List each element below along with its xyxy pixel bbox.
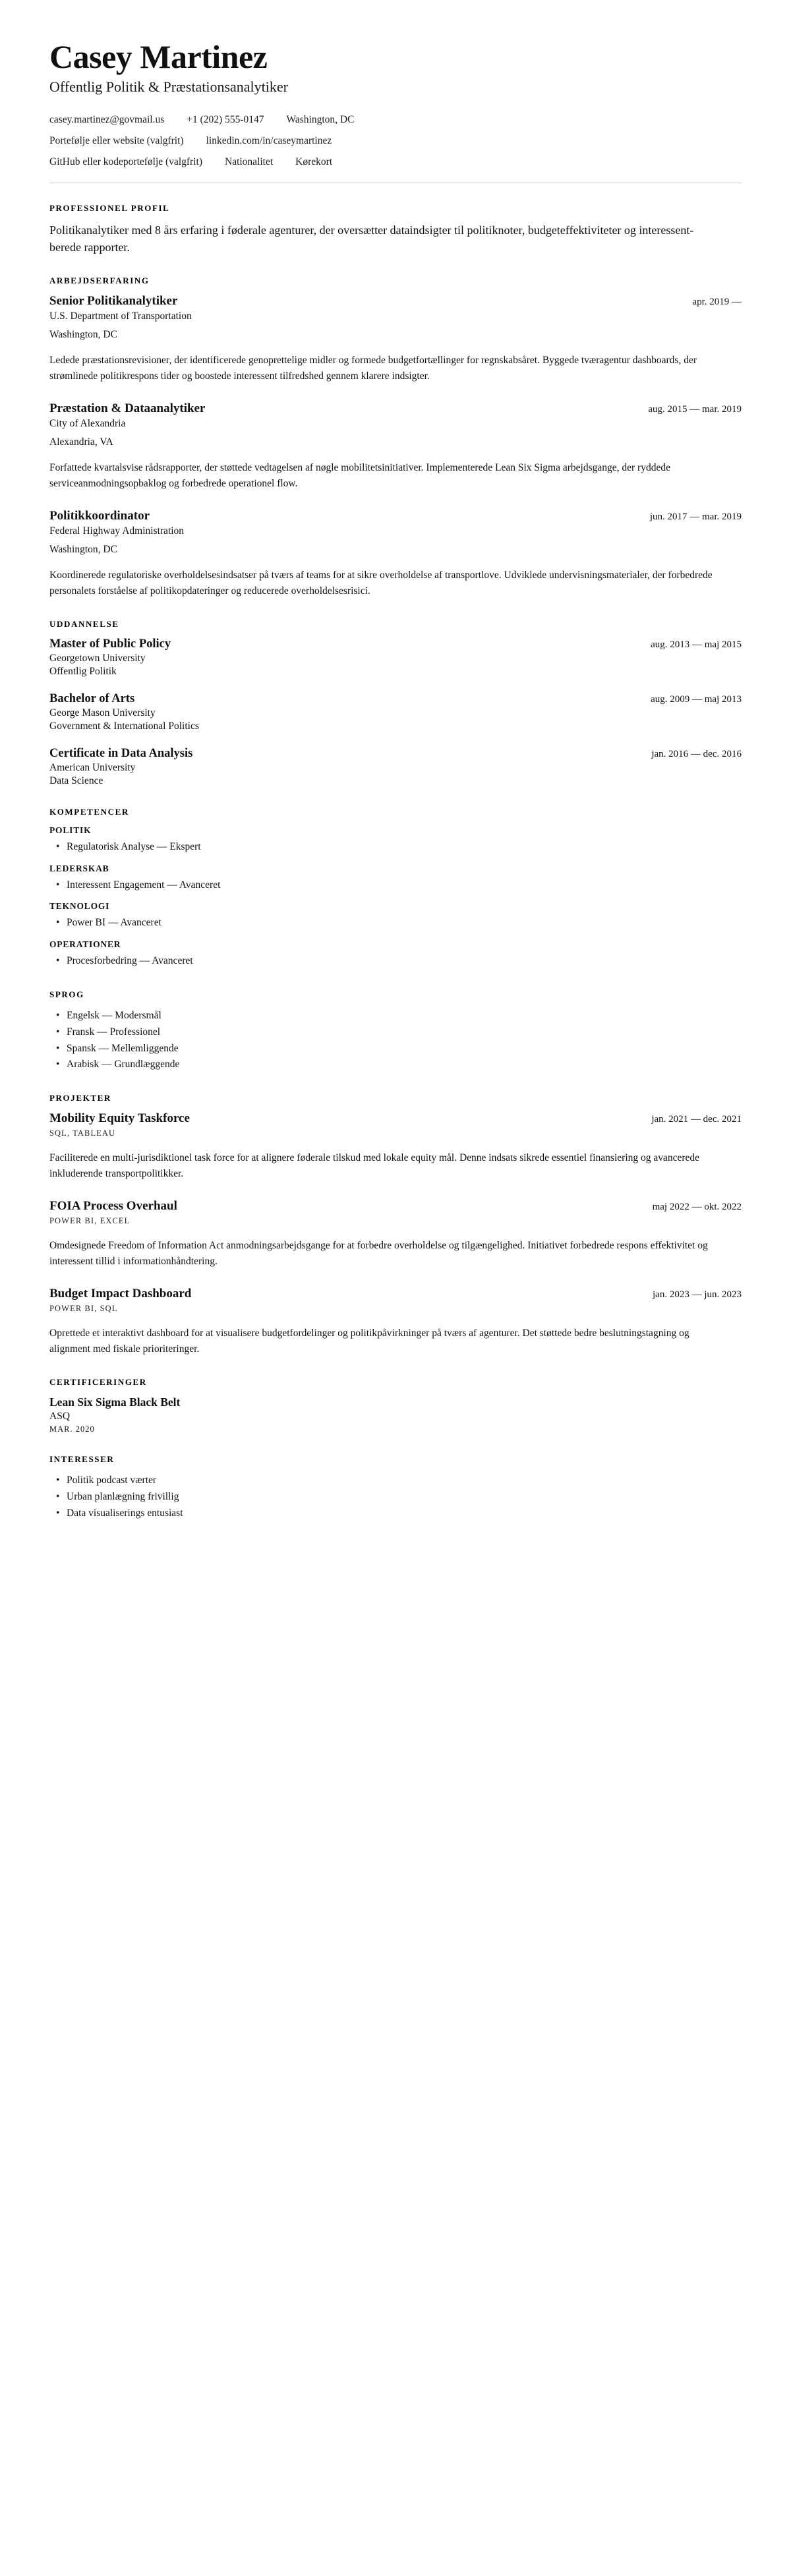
skill-group <box>49 939 742 970</box>
experience-description: Ledede præstationsrevisioner, der identificerede genoprettelige midler og formede budgetfortællinger for regnskabsåret. Byggede tværagentur dashboards, der strømlinede politikrespons tider og boostede interessent tilfredshed gennem klarere indsigter. <box>49 354 697 382</box>
education-dates: aug. 2013 — maj 2015 <box>651 639 742 650</box>
list-item: • Procesforbedring — Avanceret <box>67 953 742 970</box>
project-entry-head <box>49 1287 742 1301</box>
project-entry <box>49 1199 742 1270</box>
certification-name: Lean Six Sigma Black Belt <box>49 1395 181 1409</box>
section-projects <box>49 1093 742 1357</box>
nationality-placeholder-text: Nationalitet <box>225 156 274 167</box>
education-school: Georgetown University <box>49 652 146 664</box>
project-dates: jan. 2023 — jun. 2023 <box>653 1289 742 1301</box>
education-field: Government & International Politics <box>49 720 199 732</box>
section-title-experience: ARBEJDSERFARING <box>49 275 150 285</box>
experience-entry-head <box>49 401 742 416</box>
section-skills <box>49 807 742 970</box>
section-title-projects: PROJEKTER <box>49 1093 111 1103</box>
list-item: • Fransk — Professionel <box>67 1024 742 1041</box>
certification-organization: ASQ <box>49 1411 71 1422</box>
education-dates: jan. 2016 — dec. 2016 <box>651 748 742 759</box>
section-education <box>49 619 742 787</box>
experience-entry <box>49 401 742 492</box>
section-title-interests: INTERESSER <box>49 1454 115 1465</box>
experience-entry <box>49 294 742 384</box>
experience-dates: aug. 2015 — mar. 2019 <box>648 403 742 415</box>
education-degree: Bachelor of Arts <box>49 691 135 705</box>
skill-group-name: POLITIK <box>49 825 92 835</box>
education-degree: Certificate in Data Analysis <box>49 746 193 760</box>
education-entry-head <box>49 637 742 651</box>
project-name: Budget Impact Dashboard <box>49 1287 192 1301</box>
skill-list <box>49 915 742 931</box>
education-entry <box>49 692 742 732</box>
list-item: • Spansk — Mellemliggende <box>67 1041 742 1057</box>
skill-group <box>49 864 742 894</box>
experience-location: Alexandria, VA <box>49 436 113 448</box>
education-field: Data Science <box>49 775 103 786</box>
contact-row-1 <box>49 114 742 126</box>
section-title-skills: KOMPETENCER <box>49 806 129 817</box>
profile-summary-text: Politikanalytiker med 8 års erfaring i føderale agenturer, der oversætter dataindsigter til politiknoter, budgeteffektiviteter og interessent-berede rapporter. <box>49 223 694 254</box>
skill-group <box>49 901 742 931</box>
project-tech: SQL, TABLEAU <box>49 1128 116 1138</box>
experience-dates: apr. 2019 — <box>692 296 742 307</box>
project-name: FOIA Process Overhaul <box>49 1199 177 1214</box>
list-item: • Interessent Engagement — Avanceret <box>67 877 742 894</box>
project-description: Omdesignede Freedom of Information Act anmodningsarbejdsgange for at forbedre overholdelse og tilgængelighed. Initiativet forbedrede respons effektivitet og interessent tillid i informationhåndtering. <box>49 1240 708 1268</box>
experience-organization: Federal Highway Administration <box>49 525 185 537</box>
project-tech: POWER BI, EXCEL <box>49 1216 131 1226</box>
skill-group <box>49 825 742 856</box>
education-field: Offentlig Politik <box>49 665 117 677</box>
list-item: • Politik podcast værter <box>67 1473 742 1489</box>
contact-row-2 <box>49 135 742 147</box>
education-entry-head <box>49 747 742 761</box>
resume-header <box>49 40 742 168</box>
section-languages <box>49 989 742 1073</box>
portfolio-placeholder-text: Portefølje eller website (valgfrit) <box>49 134 184 146</box>
interest-list <box>49 1473 742 1521</box>
education-entry <box>49 637 742 678</box>
project-entry <box>49 1111 742 1182</box>
section-interests <box>49 1454 742 1521</box>
experience-organization: U.S. Department of Transportation <box>49 310 192 322</box>
linkedin-text: linkedin.com/in/caseymartinez <box>206 134 332 146</box>
section-profile <box>49 203 742 256</box>
section-title-certifications: CERTIFICERINGER <box>49 1377 147 1388</box>
section-title-profile: PROFESSIONEL PROFIL <box>49 202 170 213</box>
list-item: • Urban planlægning frivillig <box>67 1489 742 1506</box>
skill-list <box>49 953 742 970</box>
education-school: George Mason University <box>49 707 156 718</box>
project-entry <box>49 1287 742 1357</box>
experience-role: Politikkoordinator <box>49 508 150 523</box>
experience-entry-head <box>49 509 742 523</box>
experience-dates: jun. 2017 — mar. 2019 <box>649 511 742 522</box>
email-text: casey.martinez@govmail.us <box>49 113 165 125</box>
experience-organization: City of Alexandria <box>49 417 126 429</box>
list-item: • Arabisk — Grundlæggende <box>67 1057 742 1073</box>
experience-entry <box>49 509 742 599</box>
project-description: Faciliterede en multi-jurisdiktionel task force for at alignere føderale tilskud med lokale equity mål. Denne indsats sikrede essentiel finansiering og avancerede inkluderende transportpolitikker. <box>49 1152 700 1180</box>
project-dates: maj 2022 — okt. 2022 <box>652 1202 742 1213</box>
skill-group-name: LEDERSKAB <box>49 863 109 873</box>
project-description: Oprettede et interaktivt dashboard for at visualisere budgetfordelinger og politikpåvirkninger på tværs af agenturer. Det støttede bedre beslutningstagning og alignment med fiskale prioriteringer. <box>49 1328 689 1355</box>
education-entry-head <box>49 692 742 706</box>
list-item: • Regulatorisk Analyse — Ekspert <box>67 839 742 856</box>
github-placeholder-text: GitHub eller kodeportefølje (valgfrit) <box>49 156 202 167</box>
education-dates: aug. 2009 — maj 2013 <box>651 693 742 705</box>
experience-entry-head <box>49 294 742 308</box>
driving-licence-placeholder-text: Kørekort <box>295 156 333 167</box>
section-title-education: UDDANNELSE <box>49 618 119 629</box>
experience-description: Forfattede kvartalsvise rådsrapporter, der støttede vedtagelsen af nøgle mobilitetsinitiativer. Implementerede Lean Six Sigma arbejdsgange, der ryddede serviceanmodningsopbaklog og forbedrede operationel flow. <box>49 461 670 489</box>
project-entry-head <box>49 1111 742 1126</box>
certification-date: MAR. 2020 <box>49 1424 95 1434</box>
education-degree: Master of Public Policy <box>49 637 171 651</box>
project-name: Mobility Equity Taskforce <box>49 1111 190 1126</box>
experience-description: Koordinerede regulatoriske overholdelsesindsatser på tværs af teams for at sikre overholdelse af transportlove. Udviklede undervisningsmaterialer, der forbedrede personalets forståelse af politikopdateringer og reducerede overholdelsesrisici. <box>49 569 713 597</box>
page-title: Casey Martinez <box>49 38 268 75</box>
list-item: • Engelsk — Modersmål <box>67 1008 742 1024</box>
phone-text: +1 (202) 555-0147 <box>187 113 264 125</box>
project-tech: POWER BI, SQL <box>49 1304 118 1314</box>
skill-group-name: TEKNOLOGI <box>49 901 110 912</box>
project-dates: jan. 2021 — dec. 2021 <box>651 1114 742 1125</box>
certification-entry <box>49 1395 742 1434</box>
skill-list <box>49 839 742 856</box>
section-title-languages: SPROG <box>49 989 84 999</box>
education-school: American University <box>49 761 136 773</box>
language-list <box>49 1008 742 1073</box>
contact-row-3 <box>49 156 742 168</box>
skill-group-name: OPERATIONER <box>49 939 121 950</box>
section-certifications <box>49 1377 742 1434</box>
education-entry <box>49 747 742 787</box>
professional-headline: Offentlig Politik & Præstationsanalytiker <box>49 78 288 95</box>
experience-location: Washington, DC <box>49 328 117 340</box>
project-entry-head <box>49 1199 742 1214</box>
experience-role: Præstation & Dataanalytiker <box>49 401 206 415</box>
skill-list <box>49 877 742 894</box>
experience-role: Senior Politikanalytiker <box>49 293 178 308</box>
location-text: Washington, DC <box>286 113 355 125</box>
list-item: • Power BI — Avanceret <box>67 915 742 931</box>
list-item: • Data visualiserings entusiast <box>67 1506 742 1522</box>
section-experience <box>49 276 742 599</box>
experience-location: Washington, DC <box>49 543 117 555</box>
